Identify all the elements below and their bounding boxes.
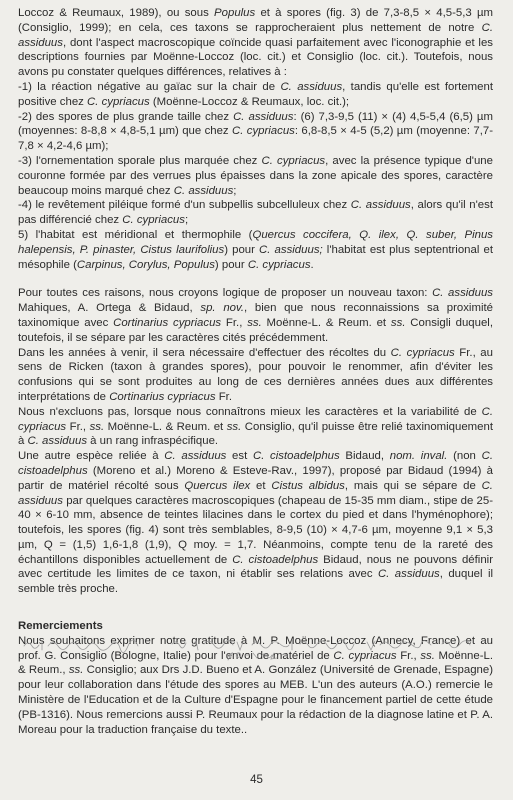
- text-run: , bien que nous reconnaissions sa proximité taxinomique avec: [18, 302, 493, 329]
- italic-text: ss.: [420, 649, 435, 662]
- text-run: (Moënne-Loccoz & Reumaux, loc. cit.);: [149, 95, 350, 108]
- text-run: Nous n'excluons pas, lorsque nous connaîtrons mieux les caractères et la variabilité de: [18, 405, 482, 418]
- italic-text: Cortinarius cypriacus: [113, 316, 222, 329]
- italic-text: Cortinarius cypriacus: [109, 390, 216, 403]
- italic-text: C. cypriacus: [261, 154, 326, 167]
- text-run: Fr.,: [66, 420, 90, 433]
- section-heading: Remerciements: [18, 620, 103, 633]
- text-run: Pour toutes ces raisons, nous croyons logique de proposer un nouveau taxon:: [18, 287, 433, 300]
- text-run: -3) l'ornementation sporale plus marquée chez: [18, 154, 262, 167]
- italic-text: C. cypriacus: [232, 125, 295, 138]
- paragraph: [18, 80, 493, 110]
- italic-text: ss.: [68, 664, 84, 677]
- italic-text: C. assiduus: [233, 110, 294, 123]
- text-run: Fr., au sens de Ricken (taxon à grandes spores), pour pouvoir le renommer, afin d'éviter les confusions qui se sont produites au long de ces dernières années dues aux différentes interprétations de: [18, 346, 493, 403]
- text-run: ;: [233, 184, 237, 197]
- paragraph: [18, 110, 493, 154]
- paragraph: [18, 405, 493, 449]
- text-run: Fr.: [215, 390, 232, 403]
- text-run: Moënne-L. & Reum. et: [261, 316, 391, 329]
- italic-text: C. assiduus: [350, 199, 411, 212]
- text-run: Mahiques, A. Ortega & Bidaud,: [18, 302, 201, 315]
- text-run: , dont l'aspect macroscopique coïncide quasi parfaitement avec l'iconographie et les descriptions fournies par Moënne-Loccoz (loc. cit.) et Consiglio (loc. cit.). Toutefois, nous avons pu constater quelques différences, relatives à :: [18, 36, 493, 79]
- text-run: , duquel il semble très proche.: [18, 568, 494, 596]
- italic-text: C. cypriacus: [87, 95, 150, 108]
- italic-text: C. assiduus: [18, 479, 493, 507]
- text-run: et à spores (fig. 3) de 7,3-8,5 × 4,5-5,3 µm (Consiglio, 1999); en cela, ces taxons se rapprocheraient plus nettement de notre: [18, 7, 493, 34]
- text-run: Nous souhaitons exprimer notre gratitude à M. P. Moënne-Loccoz (Annecy, France) et au prof. G. Consiglio (Bologne, Italie) pour l'envoi de matériel de: [18, 634, 493, 662]
- text-run: l'habitat est plus septentrional et mésophile (: [18, 243, 493, 271]
- text-run: Bidaud,: [339, 450, 390, 463]
- text-run: .: [310, 258, 314, 271]
- text-run: (Moreno et al.) Moreno & Esteve-Rav., 1997), proposé par Bidaud (1994) à partir de matériel récolté sous: [18, 464, 493, 492]
- text-run: et: [250, 479, 272, 492]
- body-section-new-taxon: [18, 286, 493, 597]
- italic-text: C. assiduus: [280, 80, 343, 93]
- italic-text: Cistus albidus: [271, 479, 345, 492]
- text-run: 5) l'habitat est méridional et thermophile (: [18, 228, 253, 241]
- italic-text: ss.: [247, 316, 262, 329]
- italic-text: C. assiduus: [164, 450, 227, 463]
- italic-text: Quercus ilex: [184, 479, 251, 492]
- text-run: Dans les années à venir, il sera nécessaire d'effectuer des récoltes du: [18, 346, 391, 359]
- italic-text: ss.: [226, 420, 242, 433]
- text-run: , mais qui se sépare de: [344, 479, 482, 492]
- italic-text: C. assiduus: [173, 184, 234, 197]
- text-run: Une autre espèce reliée à: [18, 450, 165, 463]
- italic-text: C. cistoadelphus: [232, 553, 319, 566]
- italic-text: ss.: [390, 316, 406, 329]
- text-run: par quelques caractères macroscopiques (chapeau de 15-35 mm diam., stipe de 25-40 × 6-10 mm, absence de teintes lilacines dans le cortex du pied et dans l'hyménophore); toutefois, les spores (fig. 4) sont très semblables, 8-9,5 (10) × 4,7-6 µm, moyenne 9,1 × 5,3 µm, Q = (1,5) 1,6-1,8 (1,9), Q moy. = 1,7. Néanmoins, compte tenu de la rareté des échantillons disponibles actuellement de: [18, 494, 493, 566]
- italic-text: C. assiduus: [18, 21, 493, 49]
- italic-text: C. cypriacus: [122, 214, 185, 227]
- italic-text: nom. inval.: [389, 450, 448, 463]
- italic-text: C. cistoadelphus: [18, 450, 493, 477]
- italic-text: C. cypriacus: [18, 405, 493, 433]
- text-run: ;: [184, 214, 189, 227]
- italic-text: ss.: [89, 420, 105, 433]
- text-run: Moënne-L. & Reum. et: [104, 420, 227, 433]
- text-run: ) pour: [224, 243, 260, 256]
- italic-text: Carpinus, Corylus, Populus: [76, 258, 215, 271]
- text-run: -1) la réaction négative au gaïac sur la chair de: [18, 80, 281, 93]
- text-run: Fr.,: [396, 649, 421, 662]
- text-run: : 6,8-8,5 × 4-5 (5,2) µm (moyenne: 7,7-7,8 × 4,2-4,6 µm);: [18, 125, 494, 153]
- text-run: (non: [447, 450, 482, 463]
- paragraph: [18, 154, 493, 198]
- italic-text: C. cistoadelphus: [252, 450, 340, 463]
- text-run: ) pour: [214, 258, 248, 271]
- italic-text: C. assiduus: [432, 287, 493, 300]
- italic-text: C. assiduus;: [259, 243, 323, 256]
- text-run: , alors qu'il n'est pas différencié chez: [18, 199, 493, 227]
- text-run: Bidaud, nous ne pouvons définir avec certitude les limites de ce taxon, ni établir ses relations avec: [18, 553, 494, 581]
- italic-text: Populus: [214, 7, 256, 19]
- text-run: est: [226, 450, 253, 463]
- italic-text: C. cypriacus: [390, 346, 455, 359]
- paragraph: [18, 449, 493, 597]
- italic-text: C. assiduus: [27, 435, 88, 448]
- italic-text: Quercus coccifera, Q. ilex, Q. suber, Pinus halepensis, P. pinaster, Cistus laurifolius: [18, 228, 493, 256]
- page-number: 45: [250, 774, 263, 786]
- text-run: -2) des spores de plus grande taille chez: [18, 110, 234, 123]
- body-section-comparison: [18, 6, 493, 272]
- text-run: Moënne-L. & Reum.,: [18, 649, 493, 677]
- text-run: : (6) 7,3-9,5 (11) × (4) 4,5-5,4 (6,5) µm (moyennes: 8-8,8 × 4,8-5,1 µm) que chez: [18, 110, 493, 138]
- handwritten-annotation: [22, 636, 492, 664]
- italic-text: C. assiduus: [377, 568, 440, 581]
- italic-text: C. cypriacus: [333, 649, 397, 662]
- paragraph-gap: [18, 272, 493, 286]
- text-run: Loccoz & Reumaux, 1989), ou sous: [18, 7, 215, 19]
- paragraph: [18, 198, 493, 228]
- paragraph: [18, 286, 493, 345]
- text-run: Consiglio, qu'il puisse être relié taxinomiquement à: [18, 420, 493, 448]
- italic-text: C. cypriacus: [247, 258, 311, 271]
- paragraph: [18, 228, 493, 272]
- text-run: Consiglio; aux Drs J.D. Bueno et A. González (Université de Grenade, Espagne) pour leur collaboration dans l'étude des spores au MEB. L'un des auteurs (A.O.) remercie le Ministère de l'Education et de la Culture d'Espagne pour le financement partiel de cette étude (PB-1316). Nous remercions aussi P. Reumaux pour la rédaction de la diagnose latine et P. A. Moreau pour la traduction française du texte..: [18, 664, 493, 736]
- text-run: Fr.,: [221, 316, 248, 329]
- text-run: , avec la présence typique d'une couronne formée par des verrues plus épaisses dans la zone apicale des spores, caractère beaucoup moins marqué chez: [18, 154, 493, 197]
- text-run: Consigli duquel, toutefois, il se sépare par les caractères cités précédemment.: [18, 316, 493, 344]
- text-run: , tandis qu'elle est fortement positive chez: [18, 80, 493, 108]
- paragraph: [18, 6, 493, 80]
- text-run: -4) le revêtement piléique formé d'un subpellis subcelluleux chez: [18, 199, 351, 212]
- italic-text: sp. nov.: [200, 302, 244, 315]
- text-run: à un rang infraspécifique.: [87, 435, 219, 448]
- paragraph: [18, 346, 493, 405]
